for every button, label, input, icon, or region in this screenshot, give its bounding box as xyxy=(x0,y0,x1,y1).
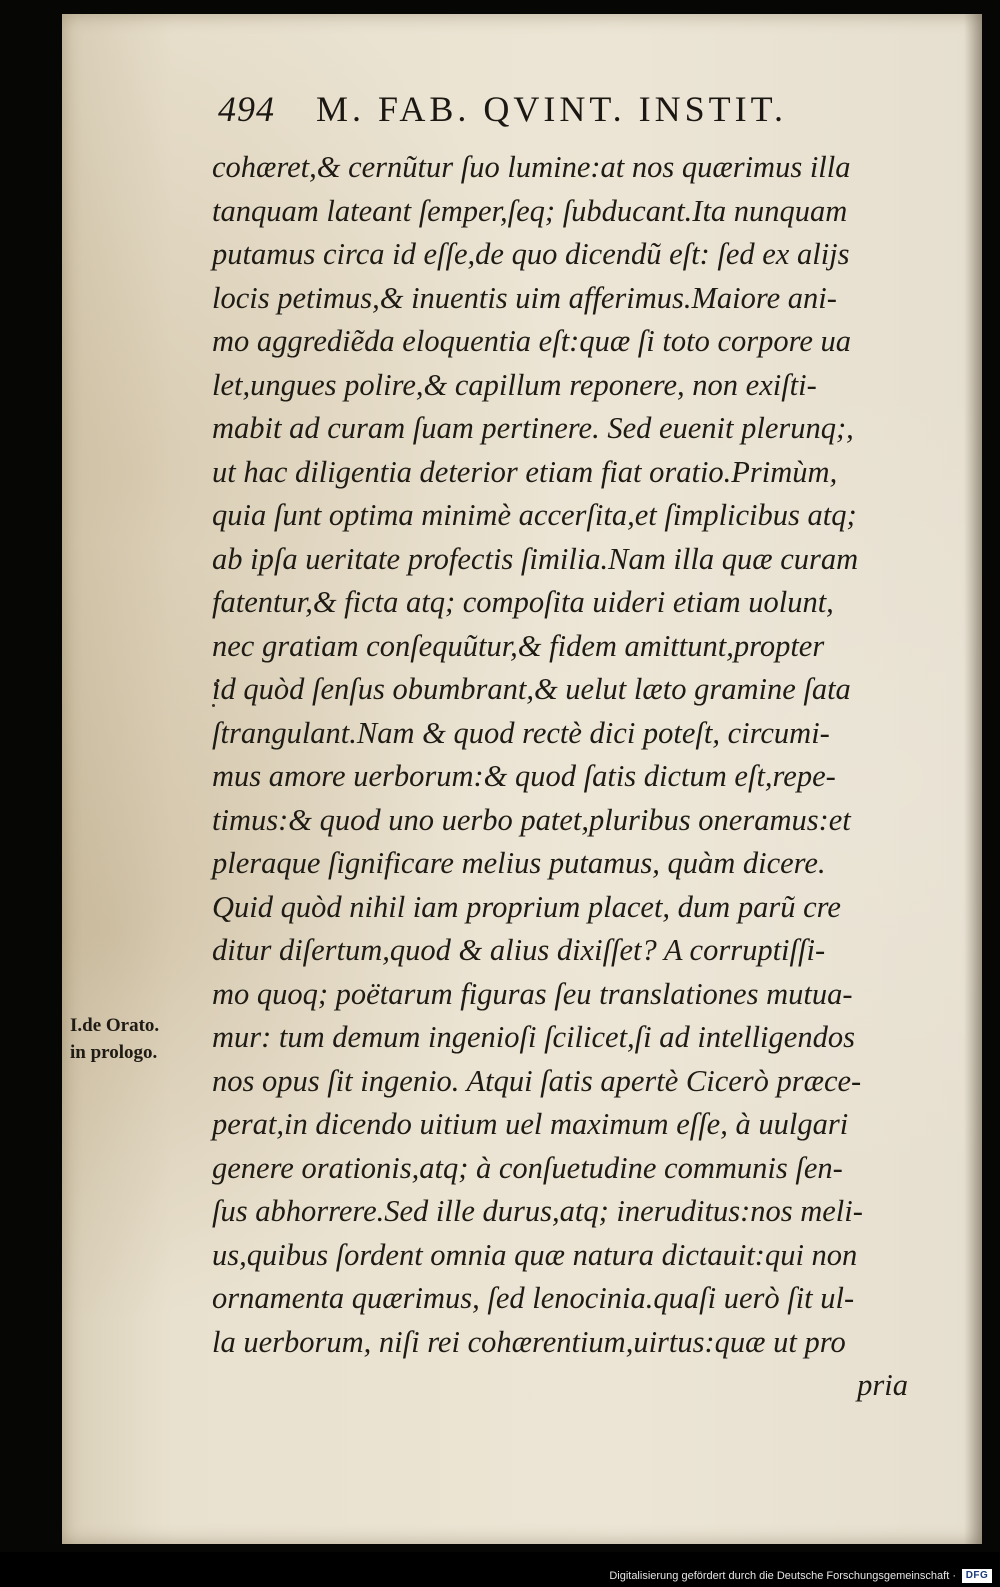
text-line: cohæret,& cernũtur ſuo lumine:at nos quærimus illa xyxy=(212,150,851,184)
text-line: mabit ad curam ſuam pertinere. Sed euenit plerunq;, xyxy=(212,411,854,445)
text-line: mus amore uerborum:& quod ſatis dictum eſt,repe- xyxy=(212,759,836,793)
text-line: let,ungues polire,& capillum reponere, non exiſti- xyxy=(212,367,817,402)
text-line: locis petimus,& inuentis uim afferimus.Maiore ani- xyxy=(212,280,837,315)
text-line: ut hac diligentia deterior etiam fiat oratio.Primùm, xyxy=(212,454,838,489)
text-line: ditur diſertum,quod & alius dixiſſet? A corruptiſſi- xyxy=(212,933,826,967)
catchword: pria xyxy=(857,1368,908,1402)
text-line: quia ſunt optima minimè accerſita,et ſimplicibus atq; xyxy=(212,498,857,532)
marginal-note-line: in prologo. xyxy=(70,1042,158,1063)
text-line: ornamenta quærimus, ſed lenocinia.quaſi uerò ſit ul- xyxy=(212,1281,855,1315)
marginal-note xyxy=(70,1012,210,1066)
text-line: genere orationis,atq; à conſuetudine communis ſen- xyxy=(212,1150,843,1185)
text-line: ſus abhorrere.Sed ille durus,atq; ineruditus:nos meli- xyxy=(212,1194,863,1228)
text-line: mo quoq; poëtarum figuras ſeu translationes mutua- xyxy=(212,976,853,1011)
text-line: tanquam lateant ſemper,ſeq; ſubducant.Ita nunquam xyxy=(212,193,848,228)
page-edge-shadow xyxy=(964,14,982,1544)
text-line: mur: tum demum ingenioſi ſcilicet,ſi ad intelligendos xyxy=(212,1020,855,1054)
text-line: ab ipſa ueritate profectis ſimilia.Nam illa quæ curam xyxy=(212,541,859,576)
text-line: ſtrangulant.Nam & quod rectè dici poteſt, circumi- xyxy=(212,715,830,750)
text-line: nos opus ſit ingenio. Atqui ſatis apertè Cicerò præce- xyxy=(212,1063,862,1098)
marginal-note-line: I.de Orato. xyxy=(70,1015,160,1036)
text-line: timus:& quod uno uerbo patet,pluribus oneramus:et xyxy=(212,802,851,837)
funding-credit: Digitalisierung gefördert durch die Deutsche Forschungsgemeinschaft · xyxy=(609,1570,956,1582)
text-line: id quòd ſenſus obumbrant,& uelut læto gramine ſata xyxy=(212,672,851,706)
text-line: us,quibus ſordent omnia quæ natura dictauit:qui non xyxy=(212,1237,858,1272)
text-line: perat,in dicendo uitium uel maximum eſſe, à uulgari xyxy=(212,1107,849,1141)
page-number: 494 xyxy=(218,89,275,129)
running-title: M. FAB. QVINT. INSTIT. xyxy=(316,89,787,129)
dfg-logo-icon: DFG xyxy=(962,1569,992,1583)
text-line: nec gratiam conſequũtur,& fidem amittunt,propter xyxy=(212,628,825,663)
body-text xyxy=(212,146,912,1408)
text-line: pleraque ſignificare melius putamus, quàm dicere. xyxy=(212,846,826,880)
text-line: mo aggrediẽda eloquentia eſt:quæ ſi toto corpore ua xyxy=(212,324,851,358)
text-line: la uerborum, niſi rei cohærentium,uirtus:quæ ut pro xyxy=(212,1324,846,1359)
text-line: Quid quòd nihil iam proprium placet, dum parũ cre xyxy=(212,889,841,924)
running-header xyxy=(218,88,898,138)
text-line: fatentur,& ficta atq; compoſita uideri etiam uolunt, xyxy=(212,585,834,619)
text-line: putamus circa id eſſe,de quo dicendũ eſt: ſed ex alijs xyxy=(212,237,850,271)
